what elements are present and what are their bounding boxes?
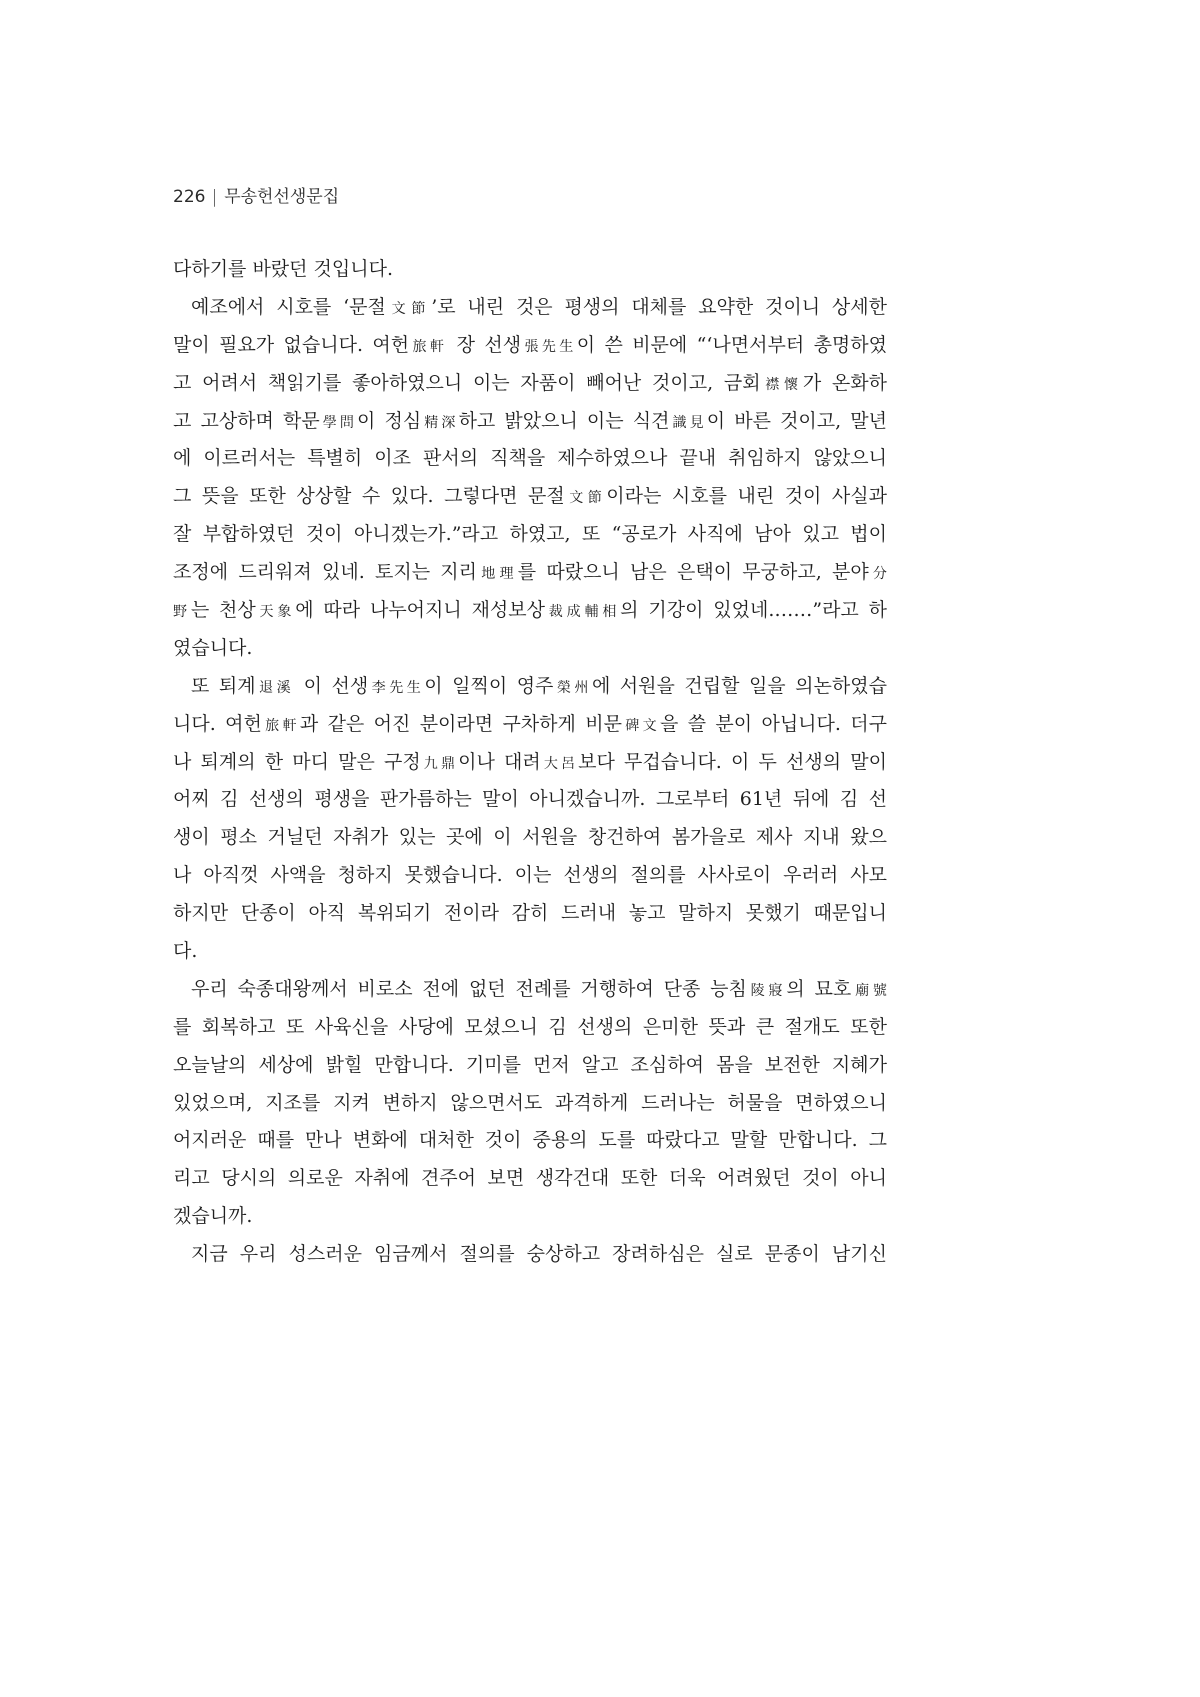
hanja-gloss: 文節: [564, 490, 607, 507]
text-line: 겠습니까.: [173, 1205, 253, 1228]
text-line: 니다. 여헌旅軒과 같은 어진 분이라면 구차하게 비문碑文을 쓸 분이 아닙니다. 더구: [173, 712, 887, 735]
hanja-gloss: 張先生: [521, 338, 577, 355]
hanja-gloss: 退溪: [255, 679, 295, 696]
hanja-gloss: 陵寢: [746, 982, 787, 999]
text-line: 고 고상하며 학문學問이 정심精深하고 밝았으니 이는 식견識見이 바른 것이고, 말년: [173, 409, 887, 432]
text-line: 어찌 김 선생의 평생을 판가름하는 말이 아니겠습니까. 그로부터 61년 뒤에 김 선: [173, 788, 887, 811]
text-line: 다하기를 바랐던 것입니다.: [173, 258, 394, 280]
hanja-gloss: 九鼎: [420, 755, 459, 772]
hanja-gloss: 識見: [669, 414, 707, 431]
page-number: 226: [173, 187, 206, 207]
text-line: 지금 우리 성스러운 임금께서 절의를 숭상하고 장려하심은 실로 문종이 남기신: [191, 1243, 887, 1266]
text-line: 하지만 단종이 아직 복위되기 전이라 감히 드러내 놓고 말하지 못했기 때문입니: [173, 902, 887, 925]
running-header: [173, 184, 339, 210]
paragraph-1: [173, 251, 887, 289]
text-line: 어지러운 때를 만나 변화에 대처한 것이 중용의 도를 따랐다고 말할 만합니다. 그: [173, 1129, 887, 1152]
book-title: 무송헌선생문집: [224, 187, 340, 207]
text-line: 그 뜻을 또한 상상할 수 있다. 그렇다면 문절文節이라는 시호를 내린 것이 사실과: [173, 485, 887, 508]
hanja-gloss: 精深: [421, 414, 459, 431]
text-line: 를 회복하고 또 사육신을 사당에 모셨으니 김 선생의 은미한 뜻과 큰 절개도 또한: [173, 1015, 887, 1038]
text-line: 에 이르러서는 특별히 이조 판서의 직책을 제수하였으나 끝내 취임하지 않았으니: [173, 447, 887, 470]
hanja-gloss: 李先生: [368, 679, 425, 696]
paragraph-3: [173, 668, 887, 971]
hanja-gloss: 裁成輔相: [545, 604, 621, 621]
hanja-gloss: 學問: [319, 414, 358, 431]
text-line: 있었으며, 지조를 지켜 변하지 않으면서도 과격하게 드러나는 허물을 면하였으니: [173, 1091, 887, 1114]
hanja-gloss: 分: [868, 566, 887, 583]
text-line: 잘 부합하였던 것이 아니겠는가.”라고 하였고, 또 “공로가 사직에 남아 있고 법이: [173, 523, 887, 546]
text-line: 말이 필요가 없습니다. 여헌旅軒 장 선생張先生이 쓴 비문에 “‘나면서부터 총명하였: [173, 333, 887, 356]
hanja-gloss: 碑文: [621, 717, 660, 734]
text-line: 였습니다.: [173, 636, 253, 659]
header-separator: |: [211, 186, 218, 208]
text-line: 野는 천상天象에 따라 나누어지니 재성보상裁成輔相의 기강이 있었네.……”라고 하: [173, 599, 887, 622]
text-line: 예조에서 시호를 ‘문절文節’로 내린 것은 평생의 대체를 요약한 것이니 상세한: [191, 295, 887, 318]
text-line: 생이 평소 거닐던 자취가 있는 곳에 이 서원을 창건하여 봄가을로 제사 지내 왔으: [173, 826, 887, 849]
hanja-gloss: 廟號: [851, 982, 887, 999]
text-line: 리고 당시의 의로운 자취에 견주어 보면 생각건대 또한 더욱 어려웠던 것이 아니: [173, 1167, 887, 1190]
text-line: 나 아직껏 사액을 청하지 못했습니다. 이는 선생의 절의를 사사로이 우러러 사모: [173, 864, 887, 887]
text-line: 조정에 드리워져 있네. 토지는 지리地理를 따랐으니 남은 은택이 무궁하고, 분야分: [173, 561, 887, 584]
hanja-gloss: 旅軒: [261, 717, 300, 734]
text-line: 다.: [173, 940, 198, 963]
paragraph-5: [173, 1236, 887, 1274]
hanja-gloss: 襟懷: [760, 376, 803, 393]
text-line: 우리 숙종대왕께서 비로소 전에 없던 전례를 거행하여 단종 능침陵寢의 묘호廟號: [191, 977, 887, 1000]
hanja-gloss: 大呂: [540, 755, 579, 772]
hanja-gloss: 榮州: [553, 679, 592, 696]
hanja-gloss: 天象: [255, 604, 296, 621]
paragraph-2: [173, 289, 887, 668]
text-line: 또 퇴계退溪 이 선생李先生이 일찍이 영주榮州에 서원을 건립할 일을 의논하였습: [191, 674, 887, 697]
text-line: 고 어려서 책읽기를 좋아하였으니 이는 자품이 빼어난 것이고, 금회襟懷가 온화하: [173, 371, 887, 394]
hanja-gloss: 旅軒: [409, 338, 448, 355]
hanja-gloss: 文節: [385, 300, 432, 317]
body-text: [173, 251, 887, 1274]
text-line: 오늘날의 세상에 밝힐 만합니다. 기미를 먼저 알고 조심하여 몸을 보전한 지혜가: [173, 1053, 887, 1076]
hanja-gloss: 野: [173, 604, 191, 621]
text-line: 나 퇴계의 한 마디 말은 구정九鼎이나 대려大呂보다 무겁습니다. 이 두 선생의 말이: [173, 750, 887, 773]
hanja-gloss: 地理: [477, 566, 518, 583]
paragraph-4: [173, 971, 887, 1236]
